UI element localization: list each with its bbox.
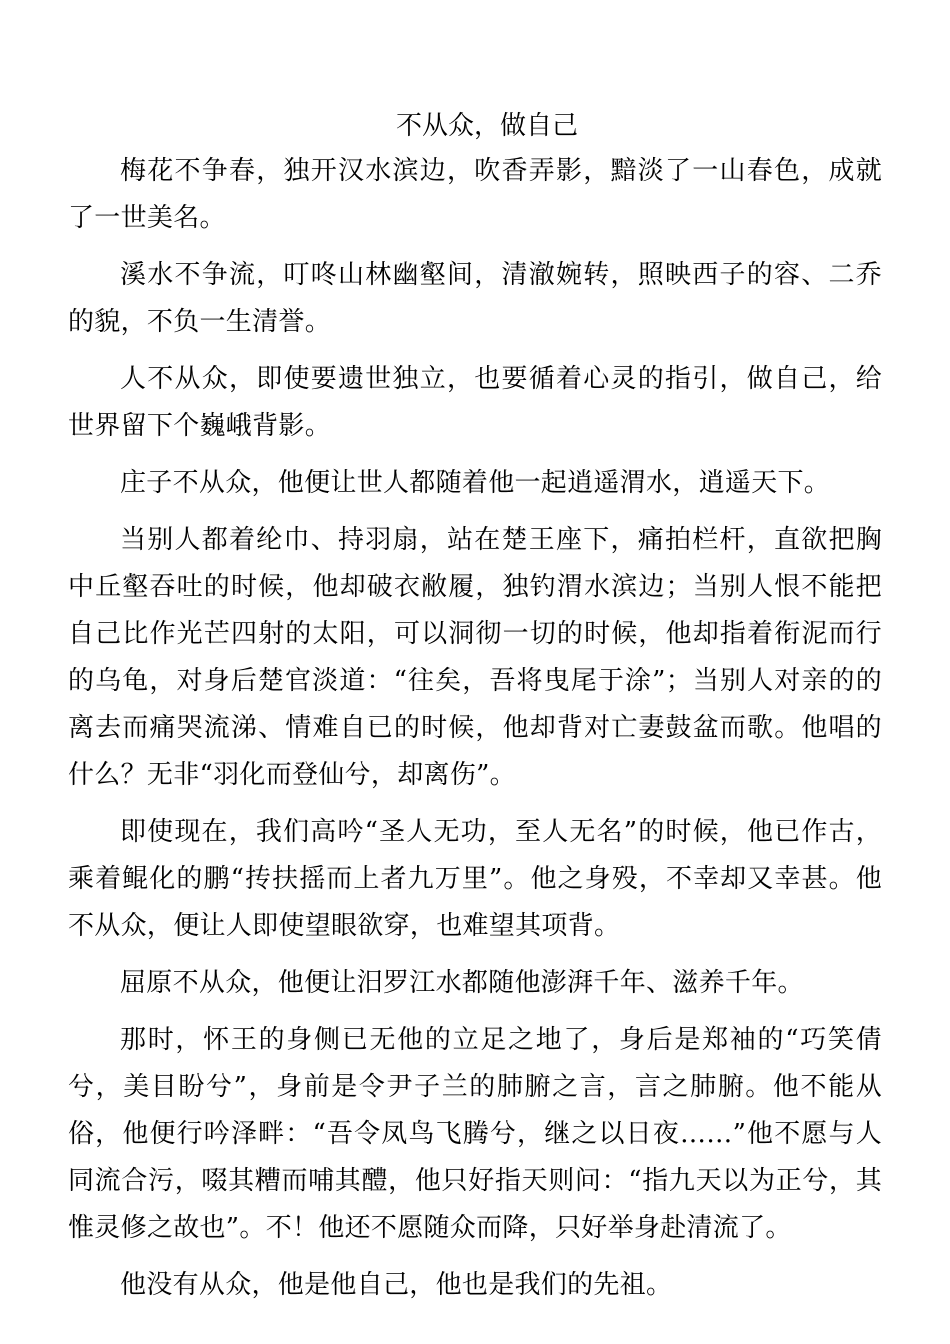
paragraph-1: 梅花不争春，独开汉水滨边，吹香弄影，黯淡了一山春色，成就了一世美名。 [68, 156, 882, 233]
paragraph-2: 溪水不争流，叮咚山林幽壑间，清澈婉转，照映西子的容、二乔的貌，不负一生清誉。 [68, 260, 882, 337]
paragraph-7: 屈原不从众，他便让汨罗江水都随他澎湃千年、滋养千年。 [120, 968, 804, 998]
paragraph-3: 人不从众，即使要遗世独立，也要循着心灵的指引，做自己，给世界留下个巍峨背影。 [68, 364, 882, 441]
essay-body [68, 104, 882, 1319]
paragraph-5: 当别人都着纶巾、持羽扇，站在楚王座下，痛拍栏杆，直欲把胸中丘壑吞吐的时候，他却破衣敝履，独钓渭水滨边；当别人恨不能把自己比作光芒四射的太阳，可以洞彻一切的时候，他却指着衔泥而行的乌龟，对身后楚官淡道：“往矣，吾将曳尾于涂”；当别人对亲的的离去而痛哭流涕、情难自已的时候，他却背对亡妻鼓盆而歌。他唱的什么？无非“羽化而登仙兮，却离伤”。 [68, 525, 882, 790]
paragraph-8: 那时，怀王的身侧已无他的立足之地了，身后是郑袖的“巧笑倩兮，美目盼兮”，身前是令尹子兰的肺腑之言，言之肺腑。他不能从俗，他便行吟泽畔：“吾令凤鸟飞腾兮，继之以日夜……”他不愿与人同流合污，啜其糟而哺其醴，他只好指天则问：“指九天以为正兮，其惟灵修之故也”。不！他还不愿随众而降，只好举身赴清流了。 [68, 1025, 882, 1243]
paragraph-4: 庄子不从众，他便让世人都随着他一起逍遥渭水，逍遥天下。 [120, 468, 831, 498]
paragraph-6: 即使现在，我们高吟“圣人无功，至人无名”的时候，他已作古，乘着鲲化的鹏“抟扶摇而上者九万里”。他之身殁，不幸却又幸甚。他不从众，便让人即使望眼欲穿，也难望其项背。 [68, 817, 882, 941]
paragraph-9: 他没有从众，他是他自己，他也是我们的先祖。 [120, 1270, 673, 1300]
essay-title: 不从众，做自己 [395, 111, 578, 141]
